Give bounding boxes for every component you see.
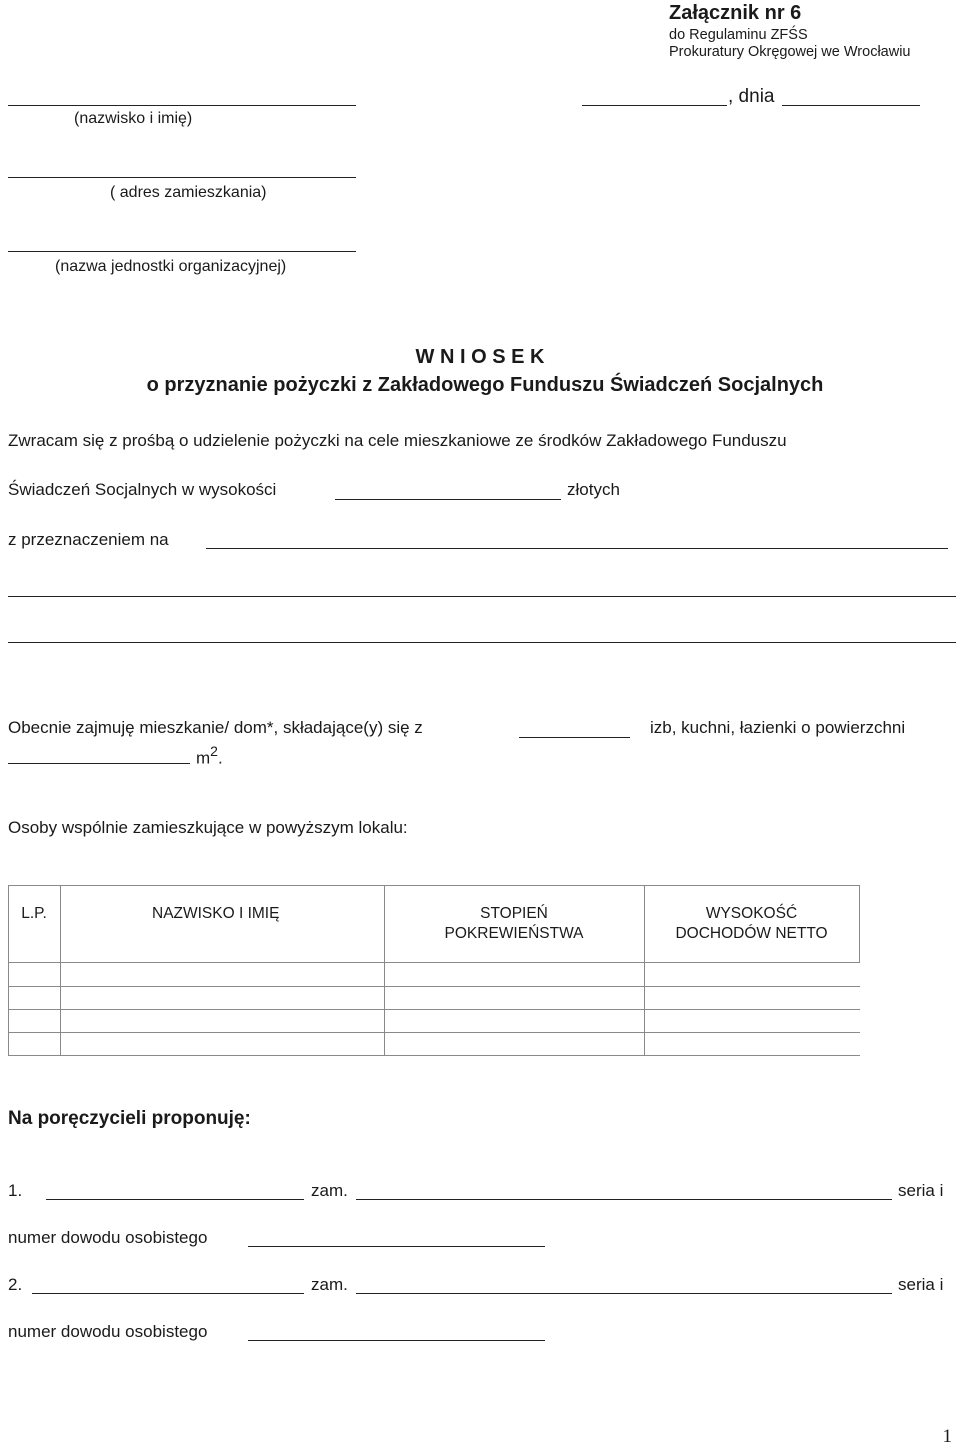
table-header-lp: L.P. <box>21 905 47 922</box>
guarantor1-id-label: numer dowodu osobistego <box>8 1228 208 1247</box>
form-title: W N I O S E K <box>415 346 545 368</box>
guarantor1-name-line[interactable] <box>46 1199 304 1200</box>
area-unit: $m^2$. <box>196 743 223 768</box>
purpose-line3[interactable] <box>8 642 956 643</box>
flat-text-before: Obecnie zajmuję mieszkanie/ dom*, składające(y) się z <box>8 718 423 737</box>
attachment-line1: do Regulaminu ZFŚS <box>669 27 808 43</box>
guarantor2-address-line[interactable] <box>356 1293 892 1294</box>
table-header-bottom <box>8 962 860 963</box>
name-caption: (nazwisko i imię) <box>74 110 193 127</box>
guarantor2-id-label: numer dowodu osobistego <box>8 1322 208 1341</box>
area-line[interactable] <box>8 763 190 764</box>
guarantor1-seria-label: seria i <box>898 1181 944 1200</box>
currency-label: złotych <box>567 480 620 499</box>
guarantor2-zam-label: zam. <box>311 1275 348 1294</box>
place-line[interactable] <box>582 105 727 106</box>
amount-line[interactable] <box>335 499 561 500</box>
rooms-line[interactable] <box>519 737 630 738</box>
date-line[interactable] <box>782 105 920 106</box>
cohabitants-label: Osoby wspólnie zamieszkujące w powyższym lokalu: <box>8 818 408 837</box>
guarantor2-seria-label: seria i <box>898 1275 944 1294</box>
table-header-name: NAZWISKO I IMIĘ <box>152 905 280 922</box>
purpose-line2[interactable] <box>8 596 956 597</box>
table-header-relation: STOPIEŃ POKREWIEŃSTWA <box>444 905 584 942</box>
table-header-income: WYSOKOŚĆ DOCHODÓW NETTO <box>675 905 828 942</box>
cohabitants-table <box>8 885 860 1056</box>
address-caption: ( adres zamieszkania) <box>110 184 267 201</box>
attachment-line2: Prokuratury Okręgowej we Wrocławiu <box>669 44 911 60</box>
unit-line[interactable] <box>8 251 356 252</box>
table-border-bottom <box>8 1055 860 1056</box>
table-border-right <box>859 885 860 962</box>
page-number: 1 <box>942 1426 952 1447</box>
form-subtitle: o przyznanie pożyczki z Zakładowego Funduszu Świadczeń Socjalnych <box>146 374 824 396</box>
table-row-line-2 <box>8 1009 860 1010</box>
guarantor2-number: 2. <box>8 1275 23 1294</box>
table-row-line-1 <box>8 986 860 987</box>
purpose-line1[interactable] <box>206 548 948 549</box>
request-text-line1: Zwracam się z prośbą o udzielenie pożyczki na cele mieszkaniowe ze środków Zakładowego Funduszu <box>8 431 787 450</box>
guarantor1-id-line[interactable] <box>248 1246 545 1247</box>
name-line[interactable] <box>8 105 356 106</box>
purpose-label: z przeznaczeniem na <box>8 530 169 549</box>
guarantor1-zam-label: zam. <box>311 1181 348 1200</box>
guarantor1-number: 1. <box>8 1181 23 1200</box>
table-row-line-3 <box>8 1032 860 1033</box>
address-line[interactable] <box>8 177 356 178</box>
guarantor2-name-line[interactable] <box>32 1293 304 1294</box>
request-text-line2: Świadczeń Socjalnych w wysokości <box>8 480 277 499</box>
guarantor1-address-line[interactable] <box>356 1199 892 1200</box>
flat-text-after: izb, kuchni, łazienki o powierzchni <box>650 718 906 737</box>
attachment-title: Załącznik nr 6 <box>669 2 802 24</box>
table-border-top <box>8 885 860 886</box>
date-label: , dnia <box>728 86 775 107</box>
guarantor2-id-line[interactable] <box>248 1340 545 1341</box>
unit-caption: (nazwa jednostki organizacyjnej) <box>55 258 287 275</box>
guarantors-heading: Na poręczycieli proponuję: <box>8 1108 251 1129</box>
